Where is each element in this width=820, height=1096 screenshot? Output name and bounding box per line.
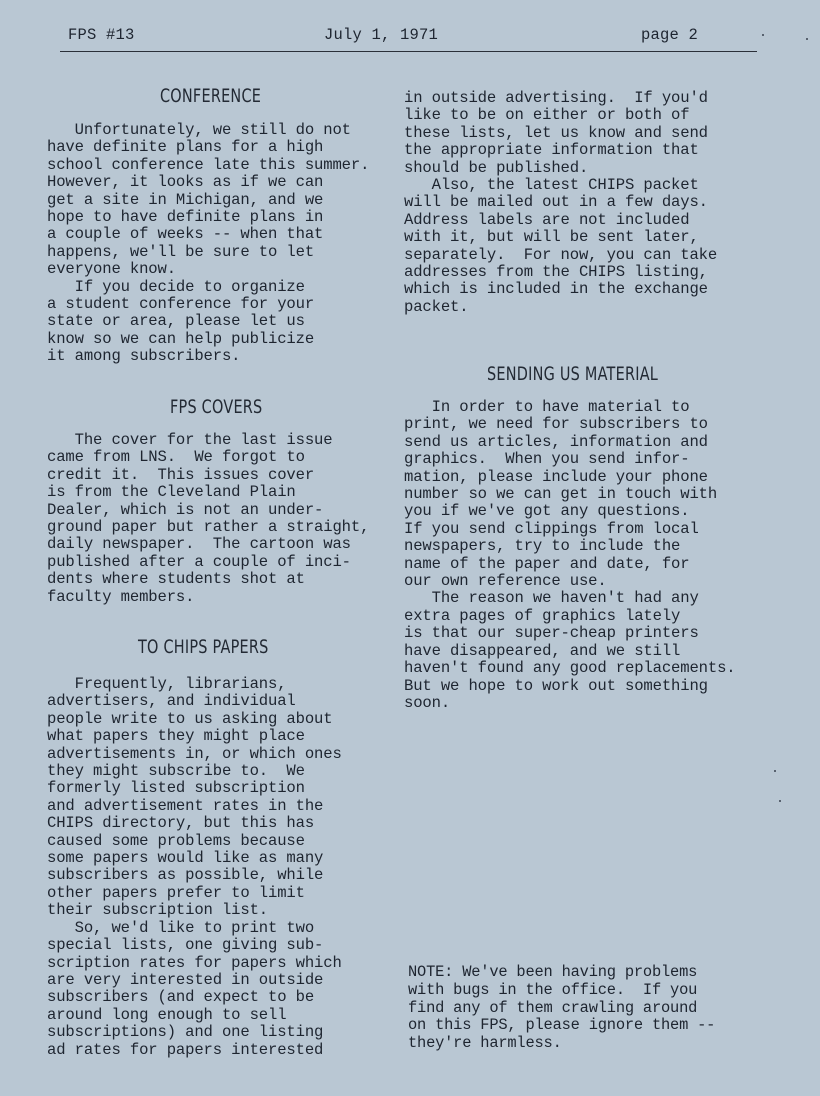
article-line: their subscription list.	[47, 901, 268, 920]
article-line: If you send clippings from local	[404, 519, 699, 538]
article-line: separately. For now, you can take	[404, 245, 718, 264]
article-line: So, we'd like to print two	[47, 918, 315, 937]
article-line: CHIPS directory, but this has	[47, 814, 315, 833]
article-line: everyone know.	[47, 260, 176, 279]
article-line: around long enough to sell	[47, 1005, 287, 1024]
article-line: haven't found any good replacements.	[404, 659, 736, 678]
article-line: what papers they might place	[47, 727, 305, 746]
article-line: extra pages of graphics lately	[404, 606, 681, 625]
speck	[774, 770, 776, 772]
conference-heading: CONFERENCE	[160, 86, 262, 107]
article-line: advertisements in, or which ones	[47, 744, 342, 763]
article-line: ad rates for papers interested	[47, 1040, 324, 1059]
article-line: addresses from the CHIPS listing,	[404, 263, 708, 282]
article-line: people write to us asking about	[47, 709, 333, 728]
article-line: state or area, please let us	[47, 312, 305, 331]
article-line: they might subscribe to. We	[47, 762, 305, 781]
article-line: is that our super-cheap printers	[404, 624, 699, 643]
speck	[806, 38, 808, 40]
article-line: have disappeared, and we still	[404, 641, 681, 660]
article-line: came from LNS. We forgot to	[47, 448, 305, 467]
sending-article	[404, 399, 735, 712]
article-line: Frequently, librarians,	[47, 675, 287, 693]
article-line: know so we can help publicize	[47, 329, 315, 348]
article-line: you if we've got any questions.	[404, 502, 690, 521]
article-line: these lists, let us know and send	[404, 123, 708, 142]
article-line: print, we need for subscribers to	[404, 415, 708, 434]
speck	[779, 800, 781, 802]
article-line: In order to have material to	[404, 398, 690, 416]
article-line: a student conference for your	[47, 295, 315, 314]
note-line: find any of them crawling around	[408, 998, 698, 1017]
article-line: school conference late this summer.	[47, 155, 370, 174]
article-line: Dealer, which is not an under-	[47, 500, 324, 519]
note-line: on this FPS, please ignore them --	[408, 1016, 716, 1035]
article-line: have definite plans for a high	[47, 138, 324, 157]
article-line: scription rates for papers which	[47, 953, 342, 972]
covers-heading: FPS COVERS	[170, 397, 263, 418]
article-line: like to be on either or both of	[404, 106, 690, 125]
article-line: some papers would like as many	[47, 849, 324, 868]
article-line: subscribers as possible, while	[47, 866, 324, 885]
article-line: hope to have definite plans in	[47, 208, 324, 227]
article-line: The reason we haven't had any	[404, 589, 699, 608]
conference-article	[47, 122, 369, 366]
article-line: it among subscribers.	[47, 347, 241, 366]
article-line: subscribers (and expect to be	[47, 988, 315, 1007]
article-line: But we hope to work out something	[404, 676, 708, 695]
article-line: our own reference use.	[404, 572, 607, 591]
article-line: other papers prefer to limit	[47, 883, 305, 902]
chips-heading: TO CHIPS PAPERS	[138, 637, 269, 658]
article-line: send us articles, information and	[404, 432, 708, 451]
article-line: packet.	[404, 297, 469, 316]
issue-number: FPS #13	[68, 26, 135, 44]
article-line: graphics. When you send infor-	[404, 450, 690, 469]
article-line: subscriptions) and one listing	[47, 1023, 324, 1042]
note-line: with bugs in the office. If you	[408, 980, 698, 999]
speck	[762, 34, 764, 36]
article-line: newspapers, try to include the	[404, 537, 681, 556]
issue-date: July 1, 1971	[324, 26, 439, 44]
article-line: are very interested in outside	[47, 970, 324, 989]
page-number: page 2	[641, 26, 699, 44]
article-line: and advertisement rates in the	[47, 796, 324, 815]
article-line: advertisers, and individual	[47, 692, 296, 711]
article-line: The cover for the last issue	[47, 431, 333, 449]
article-line: the appropriate information that	[404, 141, 699, 160]
note-line: NOTE: We've been having problems	[408, 963, 698, 981]
article-line: However, it looks as if we can	[47, 173, 324, 192]
article-line: soon.	[404, 693, 451, 712]
chips-continued-article	[404, 90, 717, 316]
article-line: which is included in the exchange	[404, 280, 708, 299]
article-line: credit it. This issues cover	[47, 465, 315, 484]
sending-heading: SENDING US MATERIAL	[487, 364, 659, 385]
article-line: formerly listed subscription	[47, 779, 305, 798]
article-line: get a site in Michigan, and we	[47, 190, 324, 209]
article-line: ground paper but rather a straight,	[47, 518, 370, 537]
chips-article	[47, 676, 342, 1059]
article-line: in outside advertising. If you'd	[404, 89, 708, 107]
article-line: If you decide to organize	[47, 277, 305, 296]
article-line: Address labels are not included	[404, 210, 690, 229]
article-line: should be published.	[404, 158, 589, 177]
note-line: they're harmless.	[408, 1034, 562, 1053]
covers-article	[47, 432, 369, 606]
article-line: will be mailed out in a few days.	[404, 193, 708, 212]
article-line: faculty members.	[47, 587, 195, 606]
article-line: a couple of weeks -- when that	[47, 225, 324, 244]
article-line: special lists, one giving sub-	[47, 936, 324, 955]
article-line: is from the Cleveland Plain	[47, 483, 296, 502]
header-rule	[60, 51, 757, 52]
article-line: daily newspaper. The cartoon was	[47, 535, 351, 554]
article-line: published after a couple of inci-	[47, 552, 351, 571]
article-line: happens, we'll be sure to let	[47, 242, 315, 261]
article-line: dents where students shot at	[47, 570, 305, 589]
article-line: Unfortunately, we still do not	[47, 121, 351, 139]
bugs-note	[408, 964, 715, 1053]
article-line: number so we can get in touch with	[404, 485, 718, 504]
article-line: name of the paper and date, for	[404, 554, 690, 573]
article-line: mation, please include your phone	[404, 467, 708, 486]
article-line: caused some problems because	[47, 831, 305, 850]
article-line: with it, but will be sent later,	[404, 228, 699, 247]
article-line: Also, the latest CHIPS packet	[404, 176, 699, 195]
